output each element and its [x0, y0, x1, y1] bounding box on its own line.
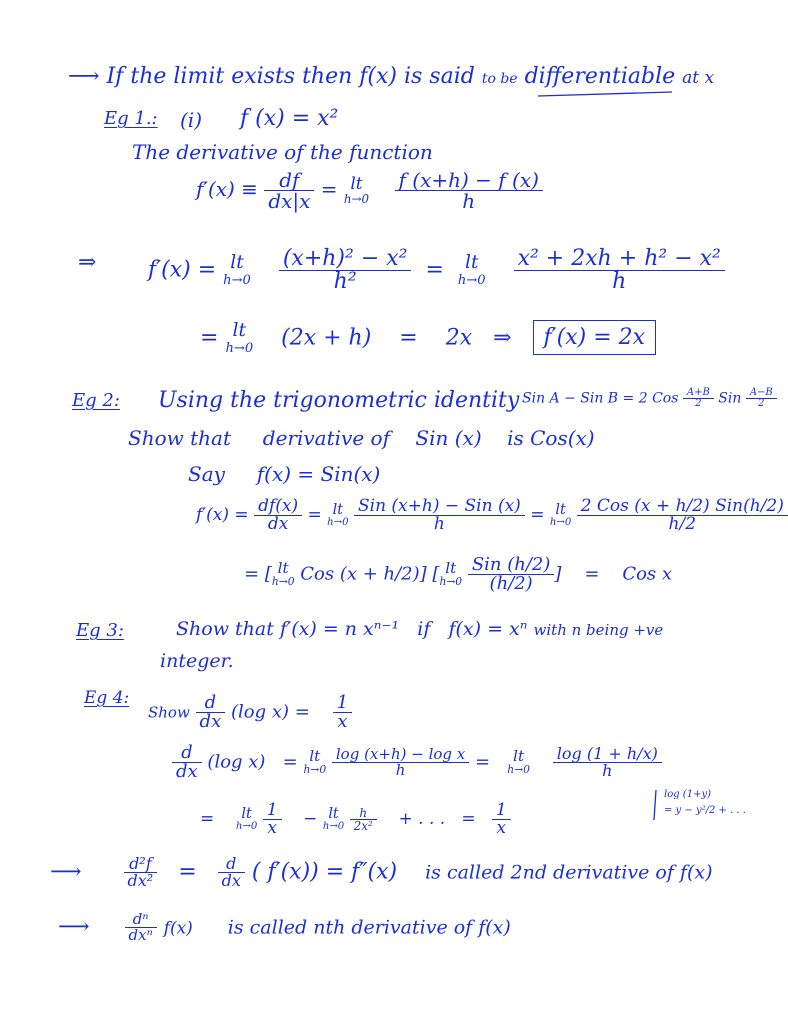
arrow-icon: ⟶ — [50, 859, 82, 885]
eg2-label: Eg 2: — [72, 390, 120, 411]
eg1-description: The derivative of the function — [132, 140, 433, 164]
nth-derivative-line: ⟶ $\frac{\text{dⁿ}}{\text{dxⁿ}}$ f(x) is called nth derivative of f(x) — [58, 910, 511, 944]
intro-text: If the limit exists then f(x) is said — [106, 64, 475, 89]
eg1-result-box: f′(x) = 2x — [533, 320, 657, 355]
eg4-label: Eg 4: — [84, 688, 130, 708]
eg1-step2: = lt h→0 (2x + h) = 2x ⇒ f′(x) = 2x — [200, 322, 656, 355]
second-derivative-line: ⟶ $\frac{\text{d²f}}{\text{dx²}}$ = $\frac{d}{dx}$ ( f′(x)) = f″(x) is called 2nd derivative of f(x) — [50, 854, 713, 890]
eg3-statement: Show that f′(x) = n xⁿ⁻¹ if f(x) = xⁿ with n being +ve — [176, 618, 664, 640]
differentiable-word: differentiable — [524, 64, 676, 89]
arrow-icon: ⟶ — [68, 64, 100, 89]
eg2-intro: Using the trigonometric identity — [158, 388, 520, 413]
limit-symbol: lt h→0 — [343, 173, 370, 206]
eg4-note-line2: = y − y²/2 + . . . — [664, 805, 746, 816]
intro-to-be: to be — [481, 71, 518, 87]
eg1-function: f (x) = x² — [240, 106, 339, 131]
df-dx-fraction: $\frac{df}{dx|x}$ — [264, 170, 314, 211]
eg2-identity: Sin A − Sin B = 2 Cos $\frac{A+B}{2}$ Sin $\frac{A-B}{2}$ — [522, 388, 777, 409]
def-quotient: $\frac{f (x+h) - f (x)}{h}$ — [395, 170, 543, 211]
eg1-item: (i) — [180, 108, 203, 132]
eg4-note-line1: log (1+y) — [664, 789, 711, 800]
eg1-step1: f′(x) = lt h→0 $\frac{\text{(x+h)² − x²}}{\text{h²}}$ = lt h→0 $\frac{\text{x² + 2xh + h² − x²}}{h}$ — [148, 248, 725, 293]
step-arrow: ⇒ — [78, 250, 97, 275]
eg4-statement: Show $\frac{d}{dx}$ (log x) = $\frac{1}{x}$ — [148, 694, 352, 731]
differentiable-underline — [538, 92, 672, 96]
eg2-final: = [ lt h→0 Cos (x + h/2)] [ lt h→0 $\frac{\text{Sin (h/2)}}{(h/2)}$ ] = Cos x — [244, 554, 673, 594]
eg2-derivative: f′(x) = $\frac{df(x)}{dx}$ = lt h→0 $\frac{\text{Sin (x+h) − Sin (x)}}{h}$ = lt h→0 $\frac{\text{2 Cos (x + h/2) Sin(h/2)}}{h/2}$ — [196, 498, 788, 533]
eg4-side-note-bracket — [654, 790, 656, 820]
eg4-line2: = lt h→0 $\frac{1}{x}$ − lt h→0 $\frac{h}{\text{2x²}}$ + . . . = $\frac{1}{x}$ — [200, 802, 511, 837]
arrow-icon: ⟶ — [58, 914, 90, 940]
derivative-definition — [196, 170, 543, 211]
eg1-label: Eg 1.: — [104, 108, 158, 129]
eg3-integer: integer. — [160, 650, 234, 672]
def-lhs: f′(x) ≡ — [196, 177, 258, 201]
at-x: at x — [682, 68, 715, 88]
def-eq: = — [320, 177, 338, 201]
eg3-label: Eg 3: — [76, 620, 124, 641]
intro-line — [68, 66, 714, 88]
eg2-show: Show that derivative of Sin (x) is Cos(x) — [128, 426, 595, 450]
eg4-line1: $\frac{d}{dx}$ (log x) = lt h→0 $\frac{\text{log (x+h) − log x}}{h}$ = lt h→0 $\frac{\log (1 + h/x)}{h}$ — [172, 744, 662, 781]
eg2-say: Say f(x) = Sin(x) — [188, 462, 381, 486]
